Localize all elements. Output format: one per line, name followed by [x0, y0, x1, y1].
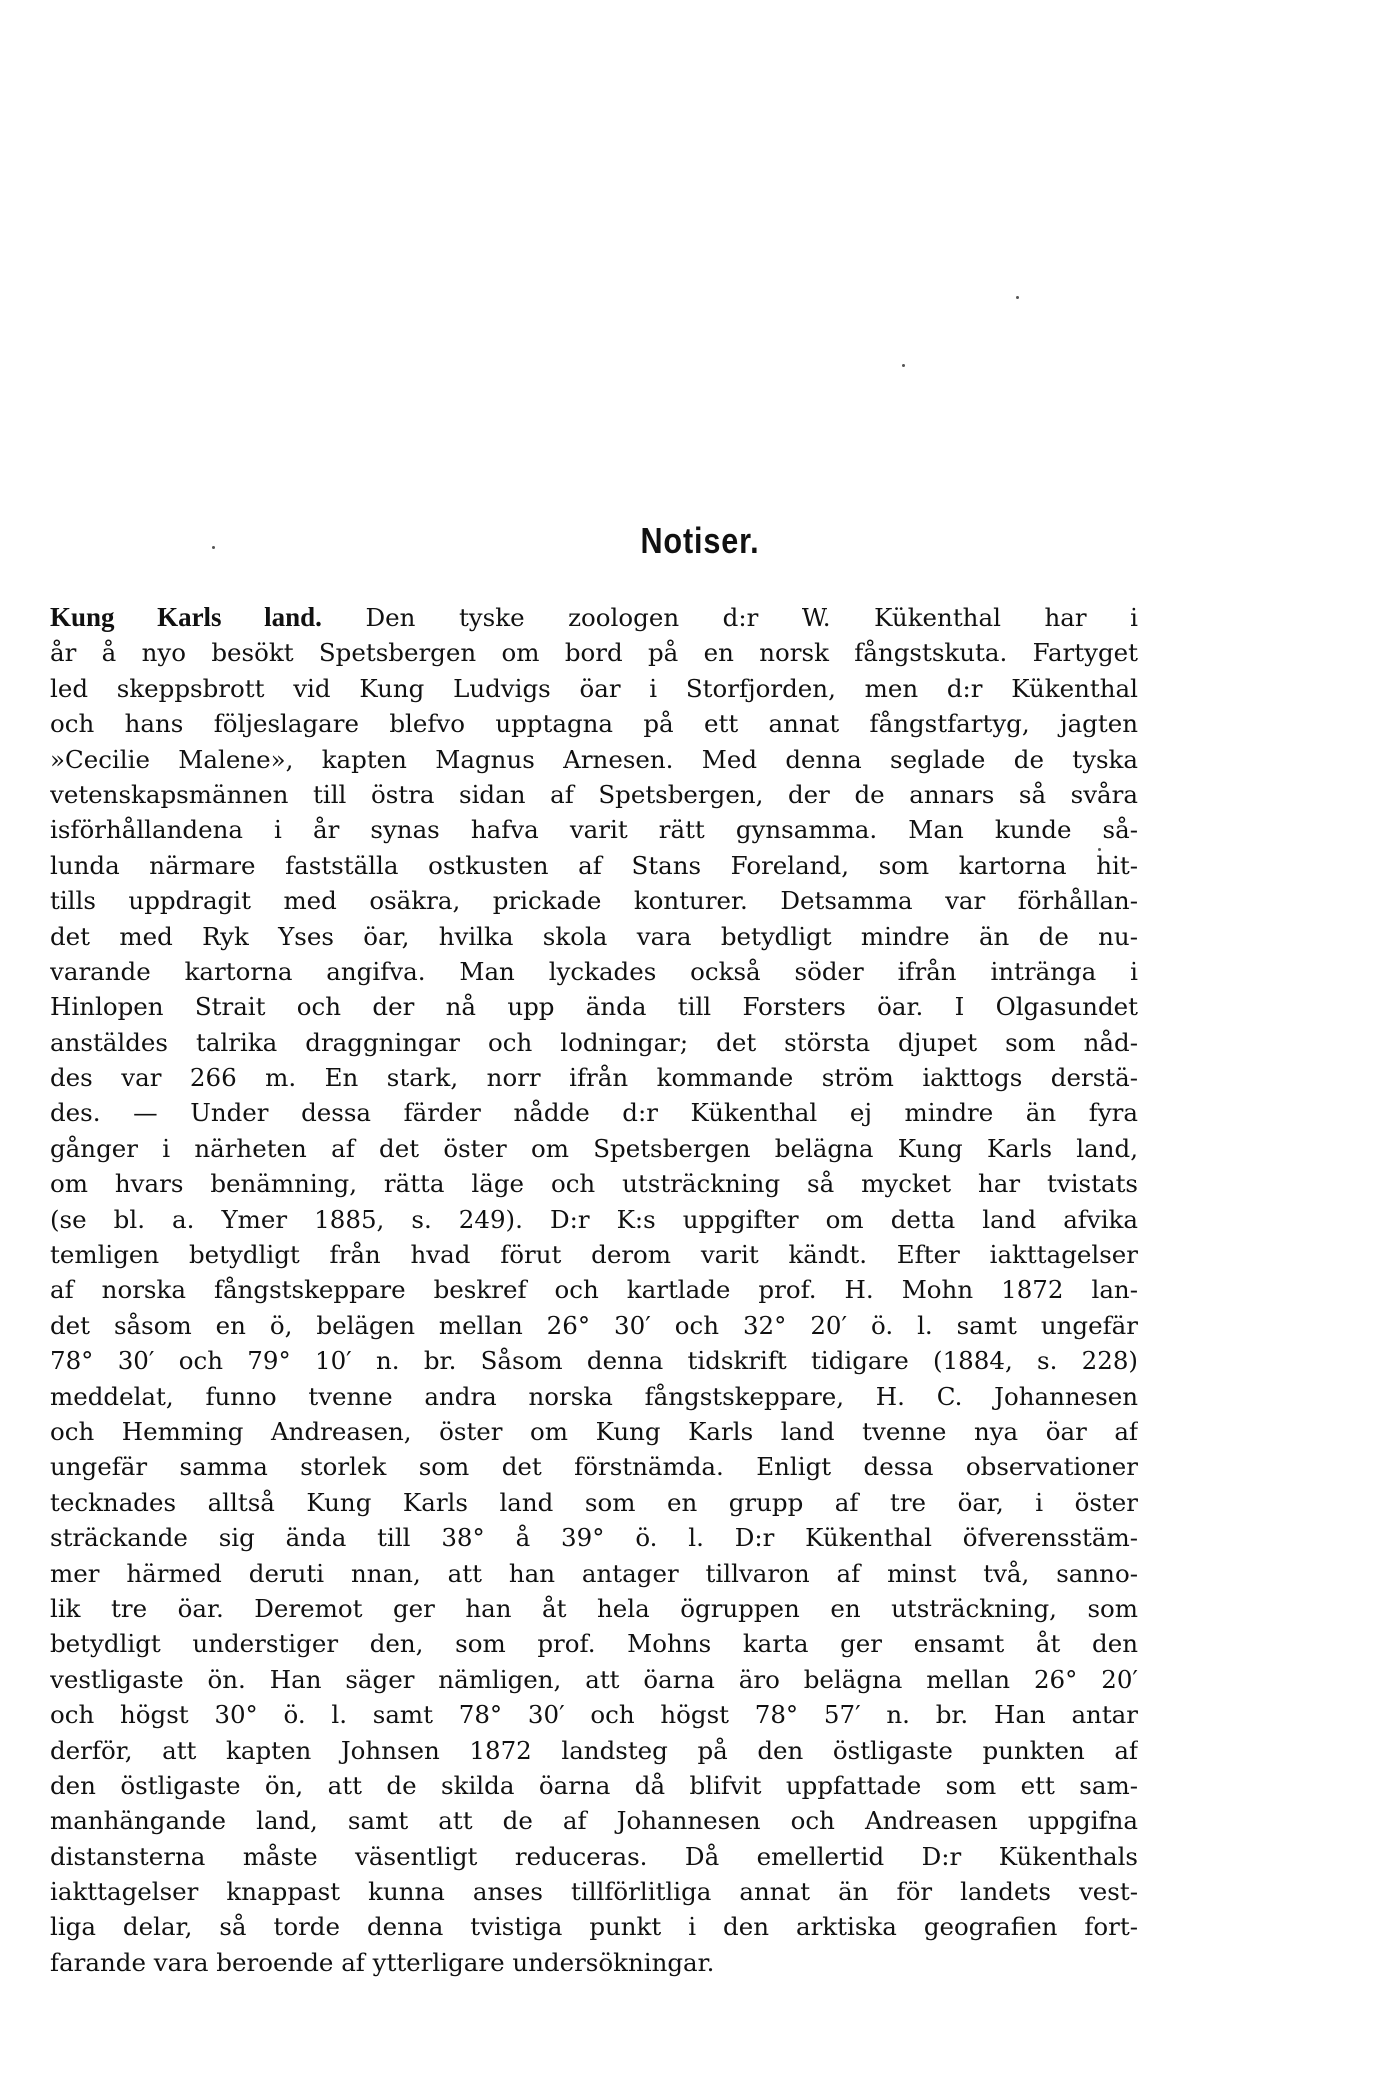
line-text: isförhållandena i år synas hafva varit rätt gynsamma. Man kunde så-	[50, 815, 1138, 845]
line-text: anstäldes talrika draggningar och lodningar; det största djupet som nåd-	[50, 1027, 1138, 1057]
text-line	[50, 1626, 1138, 1661]
line-text: distansterna måste väsentligt reduceras. Då emellertid D:r Kükenthals	[50, 1841, 1138, 1871]
line-text: sträckande sig ända till 38° å 39° ö. l. D:r Kükenthal öfverensstäm-	[50, 1523, 1138, 1553]
text-line	[50, 1025, 1138, 1060]
line-text: 78° 30′ och 79° 10′ n. br. Såsom denna tidskrift tidigare (1884, s. 228)	[50, 1346, 1138, 1376]
text-line	[50, 1803, 1138, 1838]
text-line	[50, 1343, 1138, 1378]
line-text: tills uppdragit med osäkra, prickade konturer. Detsamma var förhållan-	[50, 886, 1138, 916]
text-line	[50, 812, 1138, 847]
text-line	[50, 1733, 1138, 1768]
text-line	[50, 1237, 1138, 1272]
line-text: om hvars benämning, rätta läge och utsträckning så mycket har tvistats	[50, 1169, 1138, 1199]
text-line	[50, 848, 1138, 883]
line-text: iakttagelser knappast kunna anses tillförlitliga annat än för landets vest-	[50, 1877, 1138, 1907]
text-line	[50, 777, 1138, 812]
text-line	[50, 1131, 1138, 1166]
article-body	[50, 600, 1138, 1980]
text-line	[50, 1768, 1138, 1803]
line-text: des var 266 m. En stark, norr ifrån kommande ström iakttogs derstä-	[50, 1063, 1138, 1093]
line-text: led skeppsbrott vid Kung Ludvigs öar i Storfjorden, men d:r Kükenthal	[50, 673, 1138, 703]
print-speck	[902, 364, 905, 367]
line-text: Hinlopen Strait och der nå upp ända till Forsters öar. I Olgasundet	[50, 992, 1138, 1022]
line-text: liga delar, så torde denna tvistiga punkt i den arktiska geografien fort-	[50, 1912, 1138, 1942]
line-text: des. — Under dessa färder nådde d:r Kükenthal ej mindre än fyra	[50, 1098, 1138, 1128]
text-line	[50, 1379, 1138, 1414]
line-text: temligen betydligt från hvad förut derom varit kändt. Efter iakttagelser	[50, 1240, 1138, 1270]
text-line	[50, 954, 1138, 989]
text-line	[50, 1308, 1138, 1343]
text-line	[50, 989, 1138, 1024]
line-text: det med Ryk Yses öar, hvilka skola vara betydligt mindre än de nu-	[50, 921, 1138, 951]
line-text: lunda närmare fastställa ostkusten af Stans Foreland, som kartorna hit-	[50, 850, 1138, 880]
line-text: vetenskapsmännen till östra sidan af Spetsbergen, der de annars så svåra	[50, 779, 1138, 809]
page-title: Notiser.	[640, 520, 760, 561]
text-line	[50, 1414, 1138, 1449]
line-text: (se bl. a. Ymer 1885, s. 249). D:r K:s uppgifter om detta land afvika	[50, 1204, 1138, 1234]
line-text: och högst 30° ö. l. samt 78° 30′ och högst 78° 57′ n. br. Han antar	[50, 1700, 1138, 1730]
line-text: och hans följeslagare blefvo upptagna på ett annat fångstfartyg, jagten	[50, 709, 1138, 739]
line-text: vestligaste ön. Han säger nämligen, att öarna äro belägna mellan 26° 20′	[50, 1664, 1138, 1694]
text-line	[50, 1449, 1138, 1484]
line-text: den östligaste ön, att de skilda öarna då blifvit uppfattade som ett sam-	[50, 1770, 1138, 1800]
line-text: manhängande land, samt att de af Johannesen och Andreasen uppgifna	[50, 1806, 1138, 1836]
text-line	[50, 883, 1138, 918]
text-line	[50, 1556, 1138, 1591]
line-text: lik tre öar. Deremot ger han åt hela ögruppen en utsträckning, som	[50, 1593, 1138, 1623]
line-text: Den tyske zoologen d:r W. Kükenthal har i	[321, 603, 1138, 632]
text-line	[50, 1060, 1138, 1095]
text-line	[50, 1095, 1138, 1130]
line-text: meddelat, funno tvenne andra norska fångstskeppare, H. C. Johannesen	[50, 1381, 1138, 1411]
line-text: det såsom en ö, belägen mellan 26° 30′ och 32° 20′ ö. l. samt ungefär	[50, 1310, 1138, 1340]
text-line	[50, 706, 1138, 741]
text-line	[50, 1697, 1138, 1732]
text-line	[50, 600, 1138, 635]
line-text: mer härmed deruti nnan, att han antager tillvaron af minst två, sanno-	[50, 1558, 1138, 1588]
line-text: och Hemming Andreasen, öster om Kung Karls land tvenne nya öar af	[50, 1416, 1138, 1446]
text-line	[50, 1945, 1138, 1980]
text-line	[50, 1520, 1138, 1555]
line-text: gånger i närheten af det öster om Spetsbergen belägna Kung Karls land,	[50, 1133, 1138, 1163]
line-text: betydligt understiger den, som prof. Mohns karta ger ensamt åt den	[50, 1629, 1138, 1659]
line-text: farande vara beroende af ytterligare undersökningar.	[50, 1947, 715, 1977]
text-line	[50, 1591, 1138, 1626]
section-heading: Kung Karls land.	[50, 602, 322, 632]
text-line	[50, 1874, 1138, 1909]
text-line	[50, 1166, 1138, 1201]
text-line	[50, 919, 1138, 954]
text-line	[50, 635, 1138, 670]
line-text: tecknades alltså Kung Karls land som en grupp af tre öar, i öster	[50, 1487, 1138, 1517]
line-text: »Cecilie Malene», kapten Magnus Arnesen. Med denna seglade de tyska	[50, 744, 1138, 774]
print-speck	[1016, 296, 1019, 299]
line-text: varande kartorna angifva. Man lyckades också söder ifrån inträngа i	[50, 956, 1138, 986]
text-line	[50, 1272, 1138, 1307]
text-line	[50, 671, 1138, 706]
line-text: år å nyo besökt Spetsbergen om bord på en norsk fångstskuta. Fartyget	[50, 638, 1138, 668]
text-line	[50, 1485, 1138, 1520]
line-text: af norska fångstskeppare beskref och kartlade prof. H. Mohn 1872 lan-	[50, 1275, 1138, 1305]
text-line	[50, 1202, 1138, 1237]
line-text: derför, att kapten Johnsen 1872 landsteg på den östligaste punkten af	[50, 1735, 1138, 1765]
line-text: ungefär samma storlek som det förstnämda. Enligt dessa observationer	[50, 1452, 1138, 1482]
text-line	[50, 1662, 1138, 1697]
text-line	[50, 1839, 1138, 1874]
text-line	[50, 1909, 1138, 1944]
text-line	[50, 742, 1138, 777]
